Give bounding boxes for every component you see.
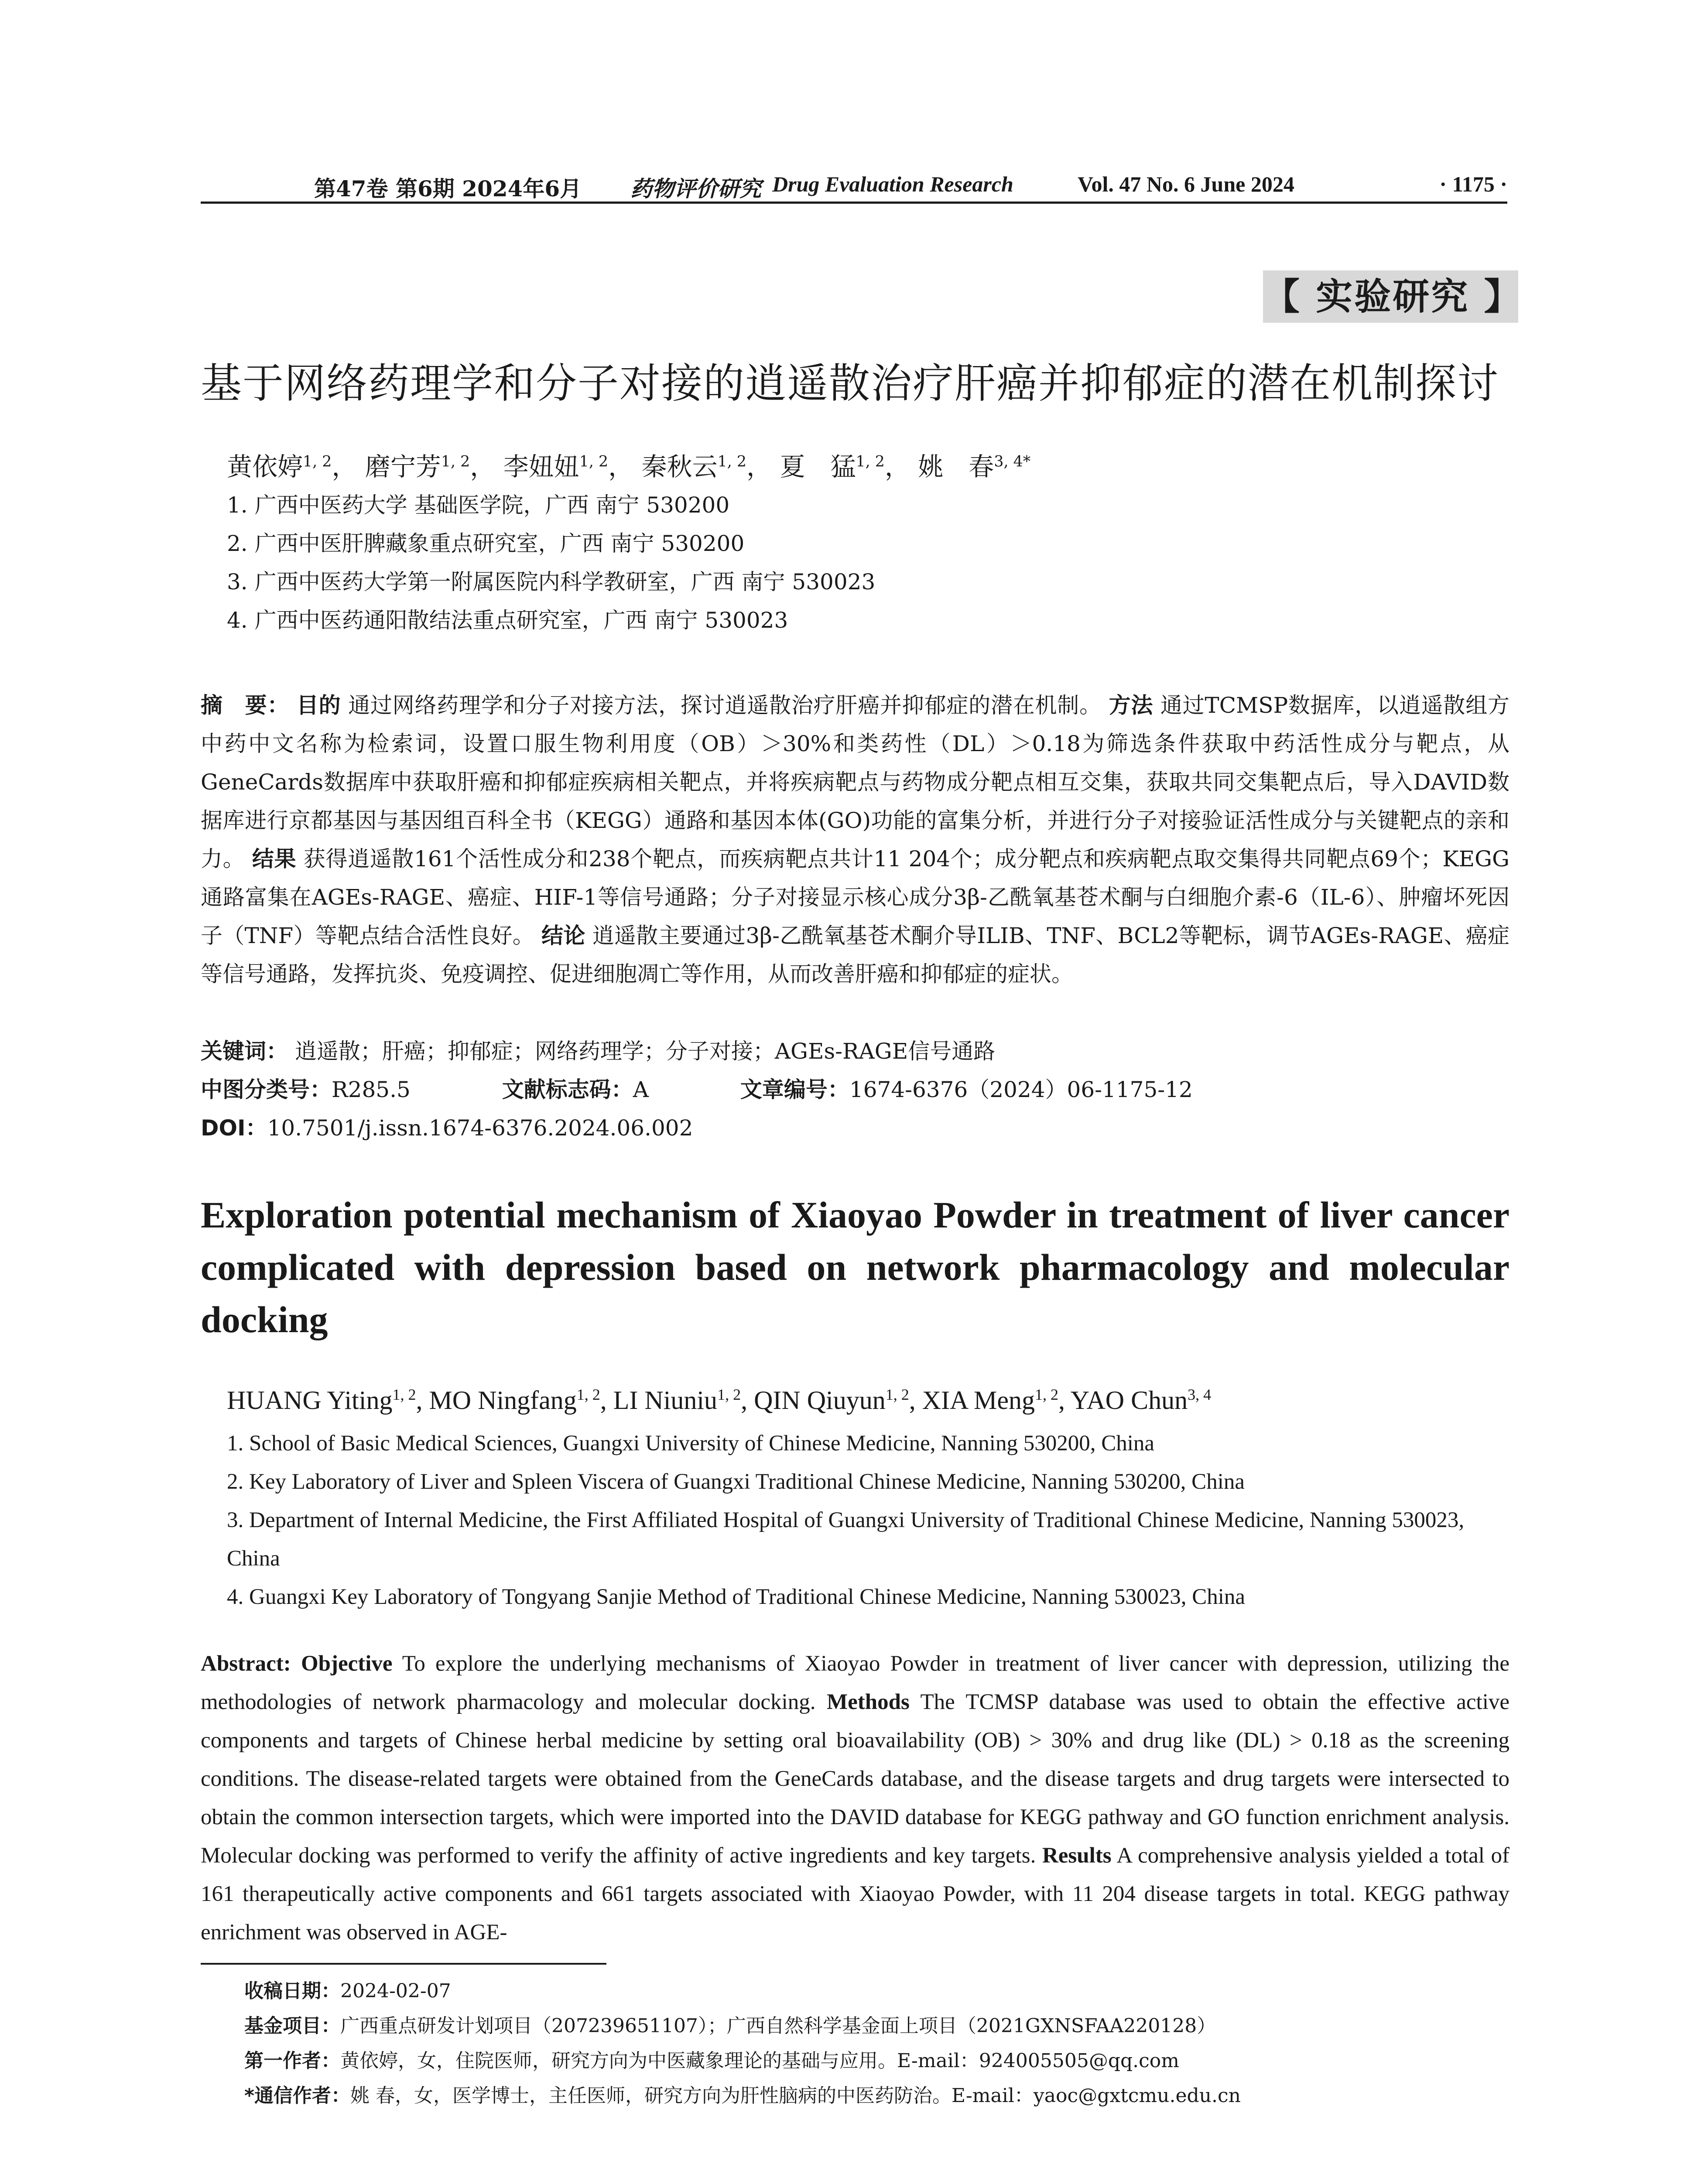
doi [201, 1111, 693, 1145]
en-affiliation: 1. School of Basic Medical Sciences, Guangxi University of Chinese Medicine, Nanning 530200, China [227, 1431, 1155, 1456]
en-affiliation: 4. Guangxi Key Laboratory of Tongyang Sanjie Method of Traditional Chinese Medicine, Nanning 530023, China [227, 1585, 1246, 1609]
section-badge: 【 实验研究 】 [1263, 270, 1518, 323]
cn-results-label: 结果 [252, 846, 297, 872]
cn-affiliation: 3. 广西中医药大学第一附属医院内科学教研室，广西 南宁 530023 [227, 569, 876, 595]
en-author: HUANG Yiting$^{1, 2}$ [227, 1386, 416, 1415]
en-title: Exploration potential mechanism of Xiaoyao Powder in treatment of liver cancer complicated with depression based on network pharmacology and molecular docking [201, 1194, 1509, 1340]
cn-abstract-label: 摘 要： [201, 693, 290, 718]
clc-value: R285.5 [332, 1077, 411, 1102]
en-objective-label: Objective [301, 1651, 393, 1676]
cn-conclusion-label: 结论 [541, 923, 585, 948]
header-rule [201, 202, 1507, 204]
cn-objective-label: 目的 [296, 693, 341, 718]
header-en-issue: Vol. 47 No. 6 June 2024 [1078, 172, 1294, 196]
en-author: QIN Qiuyun$^{1, 2}$ [754, 1386, 909, 1415]
cn-methods: 通过TCMSP数据库，以逍遥散组方中药中文名称为检索词，设置口服生物利用度（OB）＞30%和类药性（DL）＞0.18为筛选条件获取中药活性成分与靶点，从GeneCards数据库中获取肝癌和抑郁症疾病相关靶点，并将疾病靶点与药物成分靶点相互交集，获取共同交集靶点后，导入DAVID数据库进行京都基因与基因组百科全书（KEGG）通路和基因本体(GO)功能的富集分析，并进行分子对接验证活性成分与关键靶点的亲和力。 [201, 693, 1509, 872]
en-author: YAO Chun$^{3, 4}$ [1070, 1386, 1212, 1415]
en-methods: The TCMSP database was used to obtain the effective active components and targets of Chinese herbal medicine by setting oral bioavailability (OB) > 30% and drug like (DL) > 0.18 as the screening conditions. The disease-related targets were obtained from the GeneCards database, and the disease targets and drug targets were intersected to obtain the common intersection targets, which were imported into the DAVID database for KEGG pathway and GO function enrichment analysis. Molecular docking was performed to verify the affinity of active ingredients and key targets. [201, 1690, 1509, 1868]
cn-affiliation: 4. 广西中医药通阳散结法重点研究室，广西 南宁 530023 [227, 608, 788, 633]
cn-author: 磨宁芳$^{1, 2}$ [365, 452, 470, 482]
cn-affiliation: 2. 广西中医肝脾藏象重点研究室，广西 南宁 530200 [227, 531, 745, 556]
en-results-label: Results [1042, 1843, 1112, 1868]
doc-code-value: A [633, 1077, 649, 1102]
en-results: A comprehensive analysis yielded a total of 161 therapeutically active components and 661 targets associated with Xiaoyao Powder, with 11 204 disease targets in total. KEGG pathway enrichment was observed in AGE- [201, 1843, 1509, 1945]
cn-author: 姚 春$^{3, 4*}$ [918, 452, 1031, 482]
footnote-funding: 基金项目：广西重点研发计划项目（207239651107）；广西自然科学基金面上项目（2021GXNSFAA220128） [244, 2015, 1216, 2037]
cn-affiliation: 1. 广西中医药大学 基础医学院，广西 南宁 530200 [227, 492, 730, 518]
header-journal-en: Drug Evaluation Research [772, 172, 1013, 196]
doi-value: 10.7501/j.issn.1674-6376.2024.06.002 [267, 1115, 693, 1141]
cn-author: 李妞妞$^{1, 2}$ [503, 452, 609, 482]
cn-author: 秦秋云$^{1, 2}$ [641, 452, 746, 482]
en-author: MO Ningfang$^{1, 2}$ [429, 1386, 600, 1415]
en-affiliation: 3. Department of Internal Medicine, the First Affiliated Hospital of Guangxi University of Traditional Chinese Medicine, Nanning 530023, China [227, 1508, 1465, 1571]
en-objective: To explore the underlying mechanisms of Xiaoyao Powder in treatment of liver cancer with depression, utilizing the methodologies of network pharmacology and molecular docking. [201, 1651, 1509, 1714]
en-abstract-label: Abstract: [201, 1651, 291, 1676]
cn-objective: 通过网络药理学和分子对接方法，探讨逍遥散治疗肝癌并抑郁症的潜在机制。 [348, 693, 1102, 718]
en-methods-label: Methods [827, 1690, 910, 1714]
cn-results: 获得逍遥散161个活性成分和238个靶点，而疾病靶点共计11 204个；成分靶点和疾病靶点取交集得共同靶点69个；KEGG通路富集在AGEs-RAGE、癌症、HIF-1等信号通路；分子对接显示核心成分3β-乙酰氧基苍术酮与白细胞介素-6（IL-6）、肿瘤坏死因子（TNF）等靶点结合活性良好。 [201, 846, 1509, 948]
en-author: LI Niuniu$^{1, 2}$ [613, 1386, 741, 1415]
cn-methods-label: 方法 [1109, 693, 1153, 718]
classification [201, 1072, 1193, 1107]
cn-authors: 黄依婷$^{1, 2}$， 磨宁芳$^{1, 2}$， 李妞妞$^{1, 2}$， 秦秋云$^{1, 2}$， 夏 猛$^{1, 2}$， 姚 春$^{3, 4*}$ [227, 452, 1031, 482]
footnote-first-author: 第一作者：黄依婷，女，住院医师，研究方向为中医藏象理论的基础与应用。E-mail：924005505@qq.com [244, 2050, 1180, 2072]
footnote-received: 收稿日期：2024-02-07 [244, 1980, 451, 2002]
cn-abstract [201, 686, 1509, 993]
running-header [201, 168, 1507, 203]
article-no-value: 1674-6376（2024）06-1175-12 [849, 1077, 1193, 1102]
cn-conclusion: 逍遥散主要通过3β-乙酰氧基苍术酮介导ILIB、TNF、BCL2等靶标，调节AGEs-RAGE、癌症等信号通路，发挥抗炎、免疫调控、促进细胞凋亡等作用，从而改善肝癌和抑郁症的症状。 [201, 923, 1509, 987]
en-affiliation: 2. Key Laboratory of Liver and Spleen Viscera of Guangxi Traditional Chinese Medicine, Nanning 530200, China [227, 1470, 1245, 1494]
article-no-label: 文章编号： [740, 1077, 849, 1102]
doc-code-label: 文献标志码： [502, 1077, 633, 1102]
cn-author: 黄依婷$^{1, 2}$ [227, 452, 332, 482]
footnote-corresponding-author: *通信作者：姚 春，女，医学博士，主任医师，研究方向为肝性脑病的中医药防治。E-mail：yaoc@gxtcmu.edu.cn [244, 2085, 1241, 2107]
keywords-label: 关键词： [201, 1039, 288, 1064]
header-cn-issue: 第47卷 第6期 2024年6月 [314, 176, 582, 202]
keywords-value: 逍遥散；肝癌；抑郁症；网络药理学；分子对接；AGEs-RAGE信号通路 [294, 1039, 996, 1064]
cn-author: 夏 猛$^{1, 2}$ [780, 452, 885, 482]
en-abstract [201, 1644, 1509, 1952]
footnote-rule [201, 1963, 606, 1965]
keywords [201, 1034, 995, 1069]
journal-logo: 药物评价研究 [630, 176, 761, 202]
doi-label: DOI： [201, 1115, 267, 1141]
cn-title: 基于网络药理学和分子对接的逍遥散治疗肝癌并抑郁症的潜在机制探讨 [201, 360, 1499, 407]
page-number: · 1175 · [1439, 172, 1507, 196]
en-author: XIA Meng$^{1, 2}$ [922, 1386, 1059, 1415]
clc-label: 中图分类号： [201, 1077, 332, 1102]
en-authors: HUANG Yiting$^{1, 2}$, MO Ningfang$^{1, 2}$, LI Niuniu$^{1, 2}$, QIN Qiuyun$^{1, 2}$, XIA Meng$^{1, 2}$, YAO Chun$^{3, 4}$ [227, 1386, 1212, 1415]
